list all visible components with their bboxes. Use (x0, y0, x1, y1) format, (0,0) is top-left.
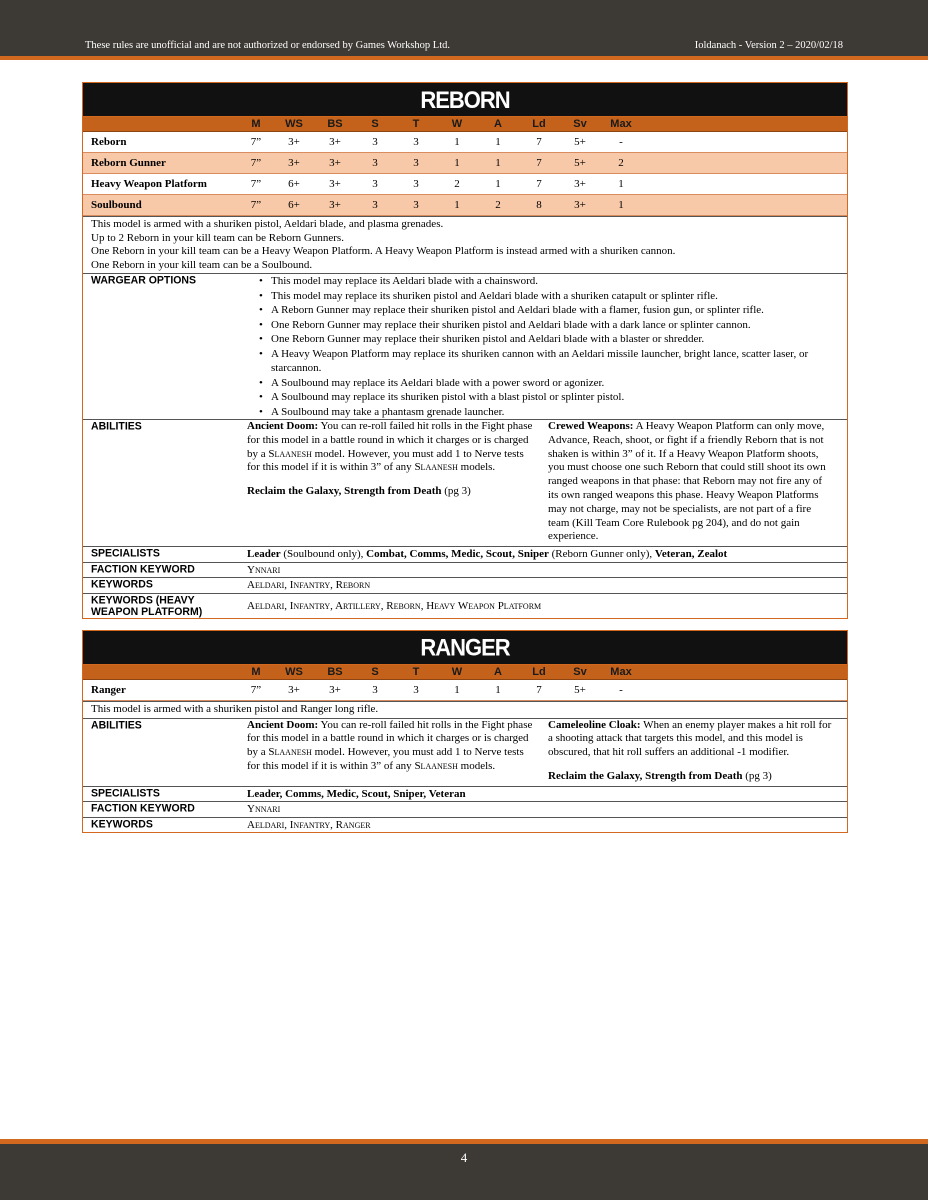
stat-value: 3+ (288, 684, 300, 696)
stat-value: 3 (372, 136, 378, 148)
reborn-stat-header (83, 117, 847, 132)
stat-value: 2 (618, 157, 624, 169)
specialists-value: Leader (Soulbound only), Combat, Comms, Medic, Scout, Sniper (Reborn Gunner only), Veteran, Zealot (247, 548, 728, 561)
reborn-wargear-section (83, 274, 847, 420)
reborn-faction-section (83, 563, 847, 579)
ranger-keywords-section (83, 818, 847, 833)
keywords-label: KEYWORDS (91, 578, 153, 591)
stat-value: 3 (413, 684, 419, 696)
abilities-label: ABILITIES (91, 419, 142, 433)
stat-value: 8 (536, 199, 542, 211)
stat-header-t: T (412, 118, 420, 130)
stat-value: 3+ (288, 157, 300, 169)
reborn-row-reborn (83, 132, 847, 153)
faction-label: FACTION KEYWORD (91, 562, 195, 576)
stat-value: 2 (454, 178, 460, 190)
reborn-datasheet (82, 82, 848, 619)
reborn-keywords-section (83, 578, 847, 594)
specialists-label: SPECIALISTS (91, 786, 160, 800)
stat-value: 7” (250, 199, 262, 211)
stat-value: 1 (495, 136, 501, 148)
page-number: 4 (460, 1150, 468, 1165)
ranger-faction-section (83, 802, 847, 818)
stat-value: 3+ (329, 684, 341, 696)
stat-value: 3 (372, 157, 378, 169)
ranger-title: RANGER (83, 631, 847, 665)
stat-header-sv: Sv (573, 118, 587, 130)
stat-value: 7 (536, 684, 542, 696)
stat-value: 3 (372, 684, 378, 696)
stat-value: 3 (372, 178, 378, 190)
stat-value: 7” (250, 157, 262, 169)
stat-value: 1 (495, 178, 501, 190)
stat-value: 1 (454, 199, 460, 211)
header-doc-info: Ioldanach - Version 2 – 2020/02/18 (694, 40, 843, 51)
stat-header-w: W (451, 666, 463, 678)
stat-value: 6+ (288, 178, 300, 190)
stat-value: 5+ (574, 684, 586, 696)
ability-cameleoline-cloak: Cameleoline Cloak: When an enemy player makes a hit roll for a shooting attack that targets this model, and this model is obscured, that hit roll suffers an additional -1 modifier. Reclaim the Galaxy, Strength from Death (pg 3) (548, 718, 832, 782)
wargear-option: • This model may replace its shuriken pistol and Aeldari blade with a shuriken catapult or splinter rifle. (259, 289, 841, 304)
ability-crewed-weapons: Crewed Weapons: A Heavy Weapon Platform can only move, Advance, Reach, shoot, or fight if a friendly Reborn that is not shaken is within 3” of it. If a Heavy Weapon Platform shoots, you must choose one such Reborn that could still shoot its own ranged weapons in that phase: that Reborn may not fire any of its own ranged weapons this phase. Heavy Weapon Platforms may not charge, may not be specialists, are not part of a fire team (Kill Team Core Rulebook pg 204), and do not gain experience. (548, 420, 826, 543)
reborn-specialists-section (83, 547, 847, 563)
stat-header-t: T (412, 666, 420, 678)
row-name: Reborn (91, 136, 127, 148)
specialists-label: SPECIALISTS (91, 547, 160, 560)
stat-value: 3 (372, 199, 378, 211)
stat-header-a: A (494, 666, 502, 678)
stat-value: 3+ (329, 136, 341, 148)
specialists-value: Leader, Comms, Medic, Scout, Sniper, Veteran (247, 787, 466, 800)
stat-value: 1 (454, 157, 460, 169)
stat-value: 7 (536, 178, 542, 190)
note-line: One Reborn in your kill team can be a Soulbound. (91, 258, 313, 271)
keywords-value: Aeldari, Infantry, Ranger (247, 818, 371, 831)
wargear-option: • A Heavy Weapon Platform may replace its shuriken cannon with an Aeldari missile launcher, bright lance, scatter laser, or starcannon. (259, 347, 841, 376)
note-line: One Reborn in your kill team can be a Heavy Weapon Platform. A Heavy Weapon Platform is instead armed with a shuriken cannon. (91, 245, 676, 257)
note-line: This model is armed with a shuriken pistol, Aeldari blade, and plasma grenades. (91, 218, 444, 230)
wargear-option: • A Soulbound may take a phantasm grenade launcher. (259, 405, 841, 420)
ranger-specialists-section (83, 787, 847, 803)
stat-value: 3+ (574, 178, 586, 190)
stat-header-ld: Ld (532, 666, 546, 678)
stat-value: 3+ (288, 136, 300, 148)
stat-value: 3+ (574, 199, 586, 211)
ranger-notes (83, 701, 847, 719)
ranger-abilities-section (83, 719, 847, 787)
stat-header-bs: BS (327, 666, 343, 678)
ability-ancient-doom: Ancient Doom: You can re-roll failed hit rolls in the Fight phase for this model in a battle round in which it charges or is charged by a Slaanesh model. However, you must add 1 to Nerve tests for this model if it is within 3” of any Slaanesh models. Reclaim the Galaxy, Strength from Death (pg 3) (247, 420, 544, 544)
stat-header-bs: BS (327, 118, 343, 130)
header-accent-line (0, 56, 928, 60)
ranger-row-ranger (83, 680, 847, 701)
stat-value: 7” (250, 684, 262, 696)
keywords-label: KEYWORDS (91, 817, 153, 831)
reborn-notes (83, 216, 847, 274)
stat-header-s: S (371, 118, 379, 130)
keywords-hwp-value: Aeldari, Infantry, Artillery, Reborn, Heavy Weapon Platform (247, 599, 542, 612)
keywords-hwp-label: KEYWORDS (HEAVY WEAPON PLATFORM) (91, 593, 203, 618)
stat-header-s: S (371, 666, 379, 678)
stat-header-max: Max (610, 118, 632, 130)
stat-value: 1 (495, 684, 501, 696)
stat-value: - (619, 136, 623, 148)
stat-value: - (619, 684, 623, 696)
wargear-option: • A Soulbound may replace its Aeldari blade with a power sword or agonizer. (259, 376, 841, 391)
keywords-value: Aeldari, Infantry, Reborn (247, 579, 371, 592)
row-name: Reborn Gunner (91, 157, 166, 169)
stat-value: 3+ (329, 199, 341, 211)
wargear-label: WARGEAR OPTIONS (91, 273, 197, 287)
stat-value: 3 (413, 136, 419, 148)
wargear-option: • One Reborn Gunner may replace their shuriken pistol and Aeldari blade with a dark lance or splinter cannon. (259, 318, 841, 333)
stat-header-m: M (251, 118, 261, 130)
note-line: Up to 2 Reborn in your kill team can be Reborn Gunners. (91, 231, 344, 244)
stat-header-ws: WS (285, 666, 303, 678)
header-disclaimer: These rules are unofficial and are not authorized or endorsed by Games Workshop Ltd. (85, 40, 450, 51)
reborn-title: REBORN (83, 83, 847, 117)
stat-header-a: A (494, 118, 502, 130)
wargear-option: • One Reborn Gunner may replace their shuriken pistol and Aeldari blade with a blaster or shredder. (259, 332, 841, 347)
stat-value: 7” (250, 178, 262, 190)
reborn-row-hwp (83, 174, 847, 195)
reborn-keywords-hwp-section (83, 594, 847, 618)
stat-header-m: M (251, 666, 261, 678)
stat-value: 5+ (574, 136, 586, 148)
stat-header-ld: Ld (532, 118, 546, 130)
stat-value: 1 (618, 199, 624, 211)
wargear-option: • A Reborn Gunner may replace their shuriken pistol and Aeldari blade with a flamer, fusion gun, or splinter rifle. (259, 303, 841, 318)
row-name: Soulbound (91, 199, 142, 211)
stat-value: 7” (250, 136, 262, 148)
reborn-row-soulbound (83, 195, 847, 216)
note-line: This model is armed with a shuriken pistol and Ranger long rifle. (91, 703, 379, 715)
stat-value: 6+ (288, 199, 300, 211)
stat-value: 1 (618, 178, 624, 190)
stat-value: 1 (454, 684, 460, 696)
stat-value: 7 (536, 136, 542, 148)
stat-header-max: Max (610, 666, 632, 678)
stat-value: 3 (413, 199, 419, 211)
ranger-datasheet (82, 630, 848, 833)
stat-value: 3 (413, 157, 419, 169)
ability-reclaim: Reclaim the Galaxy, Strength from Death (pg 3) (548, 769, 772, 782)
stat-value: 3+ (329, 178, 341, 190)
stat-value: 2 (495, 199, 501, 211)
stat-value: 7 (536, 157, 542, 169)
stat-value: 3+ (329, 157, 341, 169)
ability-ancient-doom: Ancient Doom: You can re-roll failed hit rolls in the Fight phase for this model in a battle round in which it charges or is charged by a Slaanesh model. However, you must add 1 to Nerve tests for this model if it is within 3” of any Slaanesh models. (247, 718, 533, 772)
ranger-stat-header (83, 665, 847, 680)
faction-value: Ynnari (247, 803, 281, 816)
reborn-abilities-section (83, 420, 847, 547)
row-name: Heavy Weapon Platform (91, 178, 207, 190)
wargear-option: • This model may replace its Aeldari blade with a chainsword. (259, 274, 841, 289)
stat-value: 3 (413, 178, 419, 190)
stat-header-ws: WS (285, 118, 303, 130)
ability-reclaim: Reclaim the Galaxy, Strength from Death (pg 3) (247, 485, 471, 498)
row-name: Ranger (91, 684, 126, 696)
stat-value: 5+ (574, 157, 586, 169)
faction-value: Ynnari (247, 563, 281, 576)
stat-value: 1 (495, 157, 501, 169)
wargear-option: • A Soulbound may replace its shuriken pistol with a blast pistol or splinter pistol. (259, 390, 841, 405)
reborn-row-gunner (83, 153, 847, 174)
stat-header-w: W (451, 118, 463, 130)
stat-value: 1 (454, 136, 460, 148)
stat-header-sv: Sv (573, 666, 587, 678)
abilities-label: ABILITIES (91, 718, 142, 732)
faction-label: FACTION KEYWORD (91, 802, 195, 815)
